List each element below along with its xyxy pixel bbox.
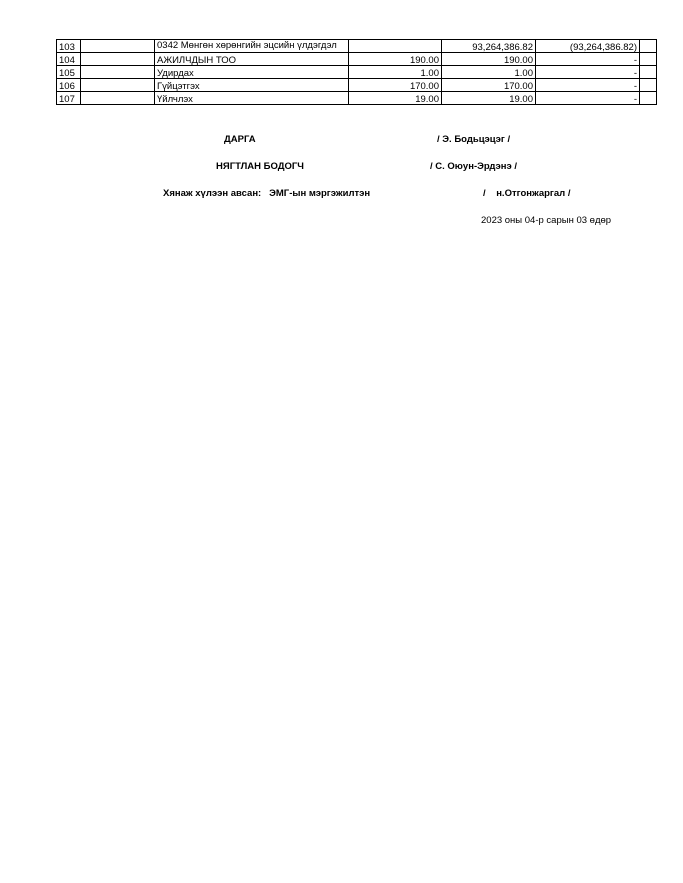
empty-cell [640,53,657,66]
table-row [57,53,657,66]
empty-cell [81,40,155,53]
row-number: 104 [57,53,81,66]
row-name: АЖИЛЧДЫН ТОО [155,53,349,66]
plan-value: 19.00 [349,92,442,105]
row-name: Гүйцэтгэх [155,79,349,92]
actual-value: 93,264,386.82 [442,40,536,53]
table-row [57,66,657,79]
table-row [57,79,657,92]
row-name: Удирдах [155,66,349,79]
actual-value: 190.00 [442,53,536,66]
report-table [56,39,657,105]
plan-value: 1.00 [349,66,442,79]
empty-cell [640,79,657,92]
reviewer-name: / н.Отгонжаргал / [483,188,571,199]
empty-cell [81,53,155,66]
row-number: 105 [57,66,81,79]
row-number: 106 [57,79,81,92]
report-date: 2023 оны 04-р сарын 03 өдөр [481,215,612,226]
difference-value: - [536,92,640,105]
empty-cell [81,79,155,92]
accountant-name: / С. Оюун-Эрдэнэ / [430,161,517,172]
empty-cell [640,66,657,79]
actual-value: 1.00 [442,66,536,79]
row-number: 107 [57,92,81,105]
empty-cell [640,40,657,53]
empty-cell [640,92,657,105]
row-number: 103 [57,40,81,53]
empty-cell [81,92,155,105]
plan-value: 190.00 [349,53,442,66]
row-name: Үйлчлэх [155,92,349,105]
difference-value: - [536,66,640,79]
table-row [57,40,657,53]
actual-value: 19.00 [442,92,536,105]
reviewer-title: Хянаж хүлээн авсан: ЭМГ-ын мэргэжилтэн [163,188,371,199]
accountant-title: НЯГТЛАН БОДОГЧ [216,161,304,172]
director-title: ДАРГА [224,134,256,145]
actual-value: 170.00 [442,79,536,92]
director-name: / Э. Бодьцэцэг / [437,134,511,145]
table-row [57,92,657,105]
row-name: 0342 Мөнгөн хөрөнгийн эцсийн үлдэгдэл [155,40,349,53]
plan-value: 170.00 [349,79,442,92]
empty-cell [81,66,155,79]
difference-value: (93,264,386.82) [536,40,640,53]
difference-value: - [536,53,640,66]
difference-value: - [536,79,640,92]
plan-value [349,40,442,53]
